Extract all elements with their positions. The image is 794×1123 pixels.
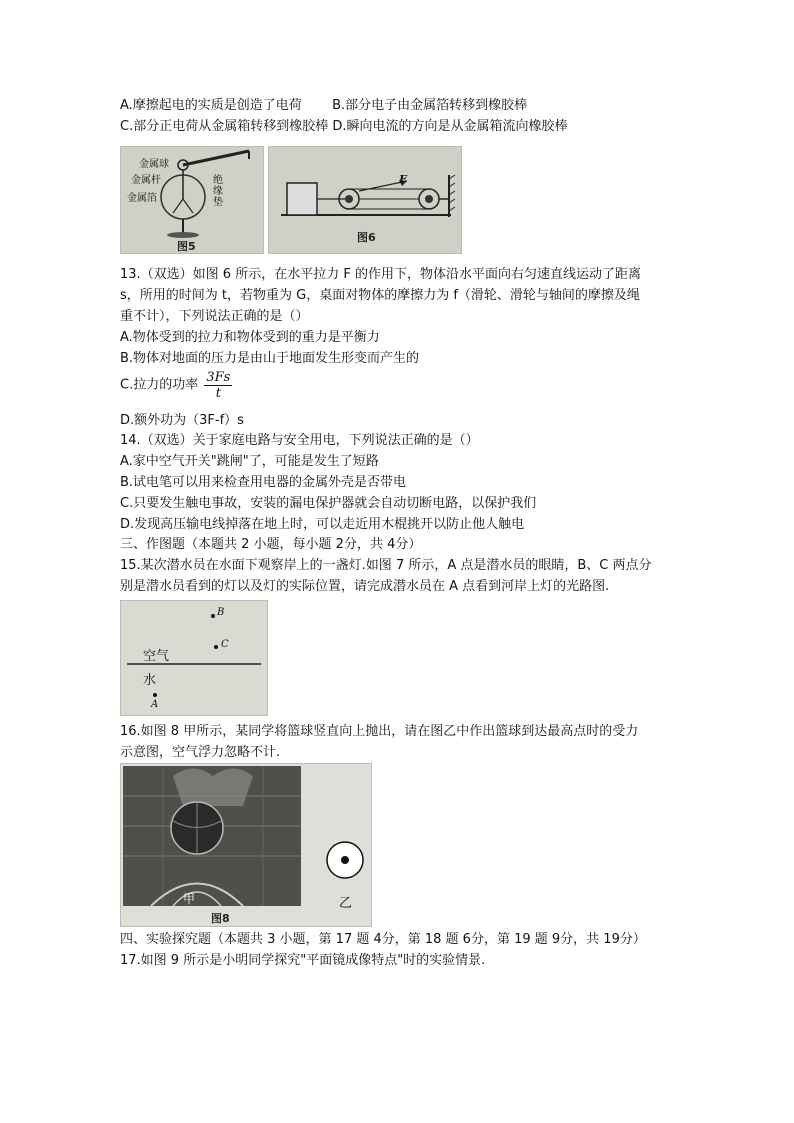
figure-6-pulley xyxy=(268,146,462,254)
q14-option-b: B.试电笔可以用来检查用电器的金属外壳是否带电 xyxy=(120,475,407,490)
fig8-label-jia: 甲 xyxy=(183,892,196,906)
q12-options-row1 xyxy=(120,97,527,115)
section-3-heading: 三、作图题（本题共 2 小题，每小题 2分，共 4分） xyxy=(120,537,422,552)
q13-stem-line3: 重不计），下列说法正确的是（） xyxy=(120,309,309,324)
figure-8-basketball xyxy=(120,763,372,927)
q14-option-c: C.只要发生触电事故，安装的漏电保护器就会自动切断电路，以保护我们 xyxy=(120,496,537,511)
basketball-dot-diagram xyxy=(325,840,365,880)
q15-stem-line2: 别是潜水员看到的灯以及灯的实际位置，请完成潜水员在 A 点看到河岸上灯的光路图. xyxy=(120,579,610,594)
fig7-point-a: A xyxy=(151,699,159,710)
q13-stem-line1: 13.（双选）如图 6 所示，在水平拉力 F 的作用下，物体沿水平面向右匀速直线运动了距离 xyxy=(120,267,641,282)
q16-stem-line2: 示意图，空气浮力忽略不计. xyxy=(120,745,281,760)
fig7-point-b: B xyxy=(217,607,225,618)
q15-stem-line1: 15.某次潜水员在水面下观察岸上的一盏灯.如图 7 所示，A 点是潜水员的眼睛，B、C 两点分 xyxy=(120,558,652,573)
q13-stem-line2: s，所用的时间为 t，若物重为 G，桌面对物体的摩擦力为 f（滑轮、滑轮与轴间的摩擦及绳 xyxy=(120,288,640,303)
q12-options-row2 xyxy=(120,118,568,136)
fig8-label-yi: 乙 xyxy=(339,896,353,911)
fig7-point-c: C xyxy=(221,639,229,650)
q14-option-a: A.家中空气开关"跳闸"了，可能是发生了短路 xyxy=(120,454,379,469)
fig5-label-pad: 绝缘垫 xyxy=(213,175,223,208)
fig6-force-label: F xyxy=(399,173,407,186)
fig7-label-water: 水 xyxy=(143,673,157,688)
fig7-label-air: 空气 xyxy=(143,649,170,664)
fig5-label-ball: 金属球 xyxy=(139,159,169,170)
fig8-photo-panel xyxy=(123,766,301,906)
fraction-denominator: t xyxy=(215,386,221,401)
q13-option-a: A.物体受到的拉力和物体受到的重力是平衡力 xyxy=(120,330,380,345)
q14-option-d: D.发现高压输电线掉落在地上时，可以走近用木棍挑开以防止他人触电 xyxy=(120,517,525,532)
fig5-label-foil: 金属箔 xyxy=(127,193,157,204)
q13-option-d: D.额外功为（3F-f）s xyxy=(120,413,244,428)
basketball-photo xyxy=(123,766,301,906)
q12-option-d: D.瞬向电流的方向是从金属箱流向橡胶棒 xyxy=(332,119,568,134)
q16-stem-line1: 16.如图 8 甲所示，某同学将篮球竖直向上抛出，请在图乙中作出篮球到达最高点时的受力 xyxy=(120,724,639,739)
q13-option-b: B.物体对地面的压力是由山于地面发生形变而产生的 xyxy=(120,351,420,366)
q14-stem: 14.（双选）关于家庭电路与安全用电，下列说法正确的是（） xyxy=(120,433,479,448)
q12-option-c: C.部分正电荷从金属箱转移到橡胶棒 xyxy=(120,119,329,134)
figure-7-refraction xyxy=(120,600,268,716)
fig5-label-rod: 金属杆 xyxy=(131,175,161,186)
fig6-caption: 图6 xyxy=(357,231,376,244)
q13-option-c-fraction xyxy=(204,370,232,401)
fraction-numerator: 3Fs xyxy=(206,370,231,385)
figure-5-electroscope xyxy=(120,146,264,254)
section-4-heading: 四、实验探究题（本题共 3 小题，第 17 题 4分，第 18 题 6分，第 19 题 9分，共 19分） xyxy=(120,932,646,947)
q17-stem: 17.如图 9 所示是小明同学探究"平面镜成像特点"时的实验情景. xyxy=(120,953,486,968)
q12-option-b: B.部分电子由金属箔转移到橡胶棒 xyxy=(332,98,528,113)
fig8-caption: 图8 xyxy=(211,912,230,925)
q13-option-c-prefix: C.拉力的功率 xyxy=(120,377,199,393)
q12-option-a: A.摩擦起电的实质是创造了电荷 xyxy=(120,98,302,113)
q13-option-c xyxy=(120,370,232,401)
fig5-caption: 图5 xyxy=(177,240,196,253)
